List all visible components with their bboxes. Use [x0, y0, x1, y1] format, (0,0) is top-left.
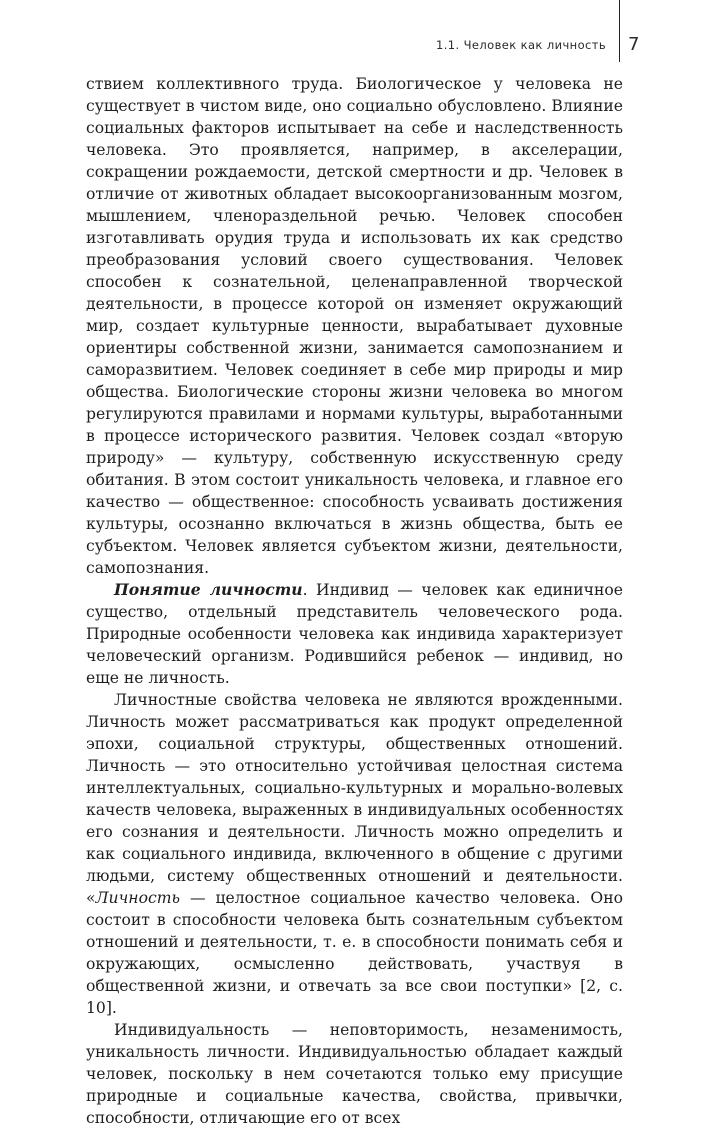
paragraph-personal-traits [86, 689, 623, 1019]
running-head: 1.1. Человек как личность [436, 38, 606, 52]
paragraph-text: Личностные свойства человека не являются врожденными. Личность может рассматриваться как продукт определенной эпохи, социальной структуры, общественных отношений. Личность — это относительно устойчивая целостная система интеллектуальных, социально-культурных и морально-волевых качеств человека, выраженных в индивидуальных особенностях его сознания и деятельности. Личность можно определить и как социального индивида, включенного в общение с другими людьми, систему общественных отношений и деятельности. « [86, 691, 623, 907]
italic-term: Личность [95, 889, 180, 907]
page-number: 7 [628, 34, 640, 55]
paragraph-individuality: Индивидуальность — неповторимость, незаменимость, уникальность личности. Индивидуальностью обладает каждый человек, поскольку в нем сочетаются только ему присущие природные и социальные качества, свойства, привычки, способности, отличающие его от всех [86, 1021, 623, 1127]
paragraph-text: — целостное социальное качество человека. Оно состоит в способности человека быть сознательным субъектом отношений и деятельности, т. е. в способности понимать себя и окружающих, осмысленно действовать, участвуя в общественной жизни, и отвечать за все свои поступки» [2, с. 10]. [86, 889, 623, 1017]
term-heading: Понятие личности [114, 580, 303, 599]
paragraph-text: . Индивид — человек как единичное существо, отдельный представитель человеческого рода. Природные особенности человека как индивида характеризует человеческий организм. Родившийся ребенок — индивид, но еще не личность. [86, 581, 623, 687]
page-body [86, 73, 623, 1129]
header-divider [619, 0, 620, 62]
paragraph-continuation: ствием коллективного труда. Биологическое у человека не существует в чистом виде, оно социально обусловлено. Влияние социальных факторов испытывает на себе и наследственность человека. Это проявляется, например, в акселерации, сокращении рождаемости, детской смертности и др. Человек в отличие от животных обладает высокоорганизованным мозгом, мышлением, членораздельной речью. Человек способен изготавливать орудия труда и использовать их как средство преобразования условий своего существования. Человек способен к сознательной, целенаправленной творческой деятельности, в процессе которой он изменяет окружающий мир, создает культурные ценности, вырабатывает духовные ориентиры собственной жизни, занимается самопознанием и саморазвитием. Человек соединяет в себе мир природы и мир общества. Биологические стороны жизни человека во многом регулируются правилами и нормами культуры, выработанными в процессе исторического развития. Человек создал «вторую природу» — культуру, собственную искусственную среду обитания. В этом состоит уникальность человека, и главное его качество — общественное: способность усваивать достижения культуры, осознанно включаться в жизнь общества, быть ее субъектом. Человек является субъектом жизни, деятельности, самопознания. [86, 75, 623, 577]
paragraph-personality-concept [86, 579, 623, 689]
